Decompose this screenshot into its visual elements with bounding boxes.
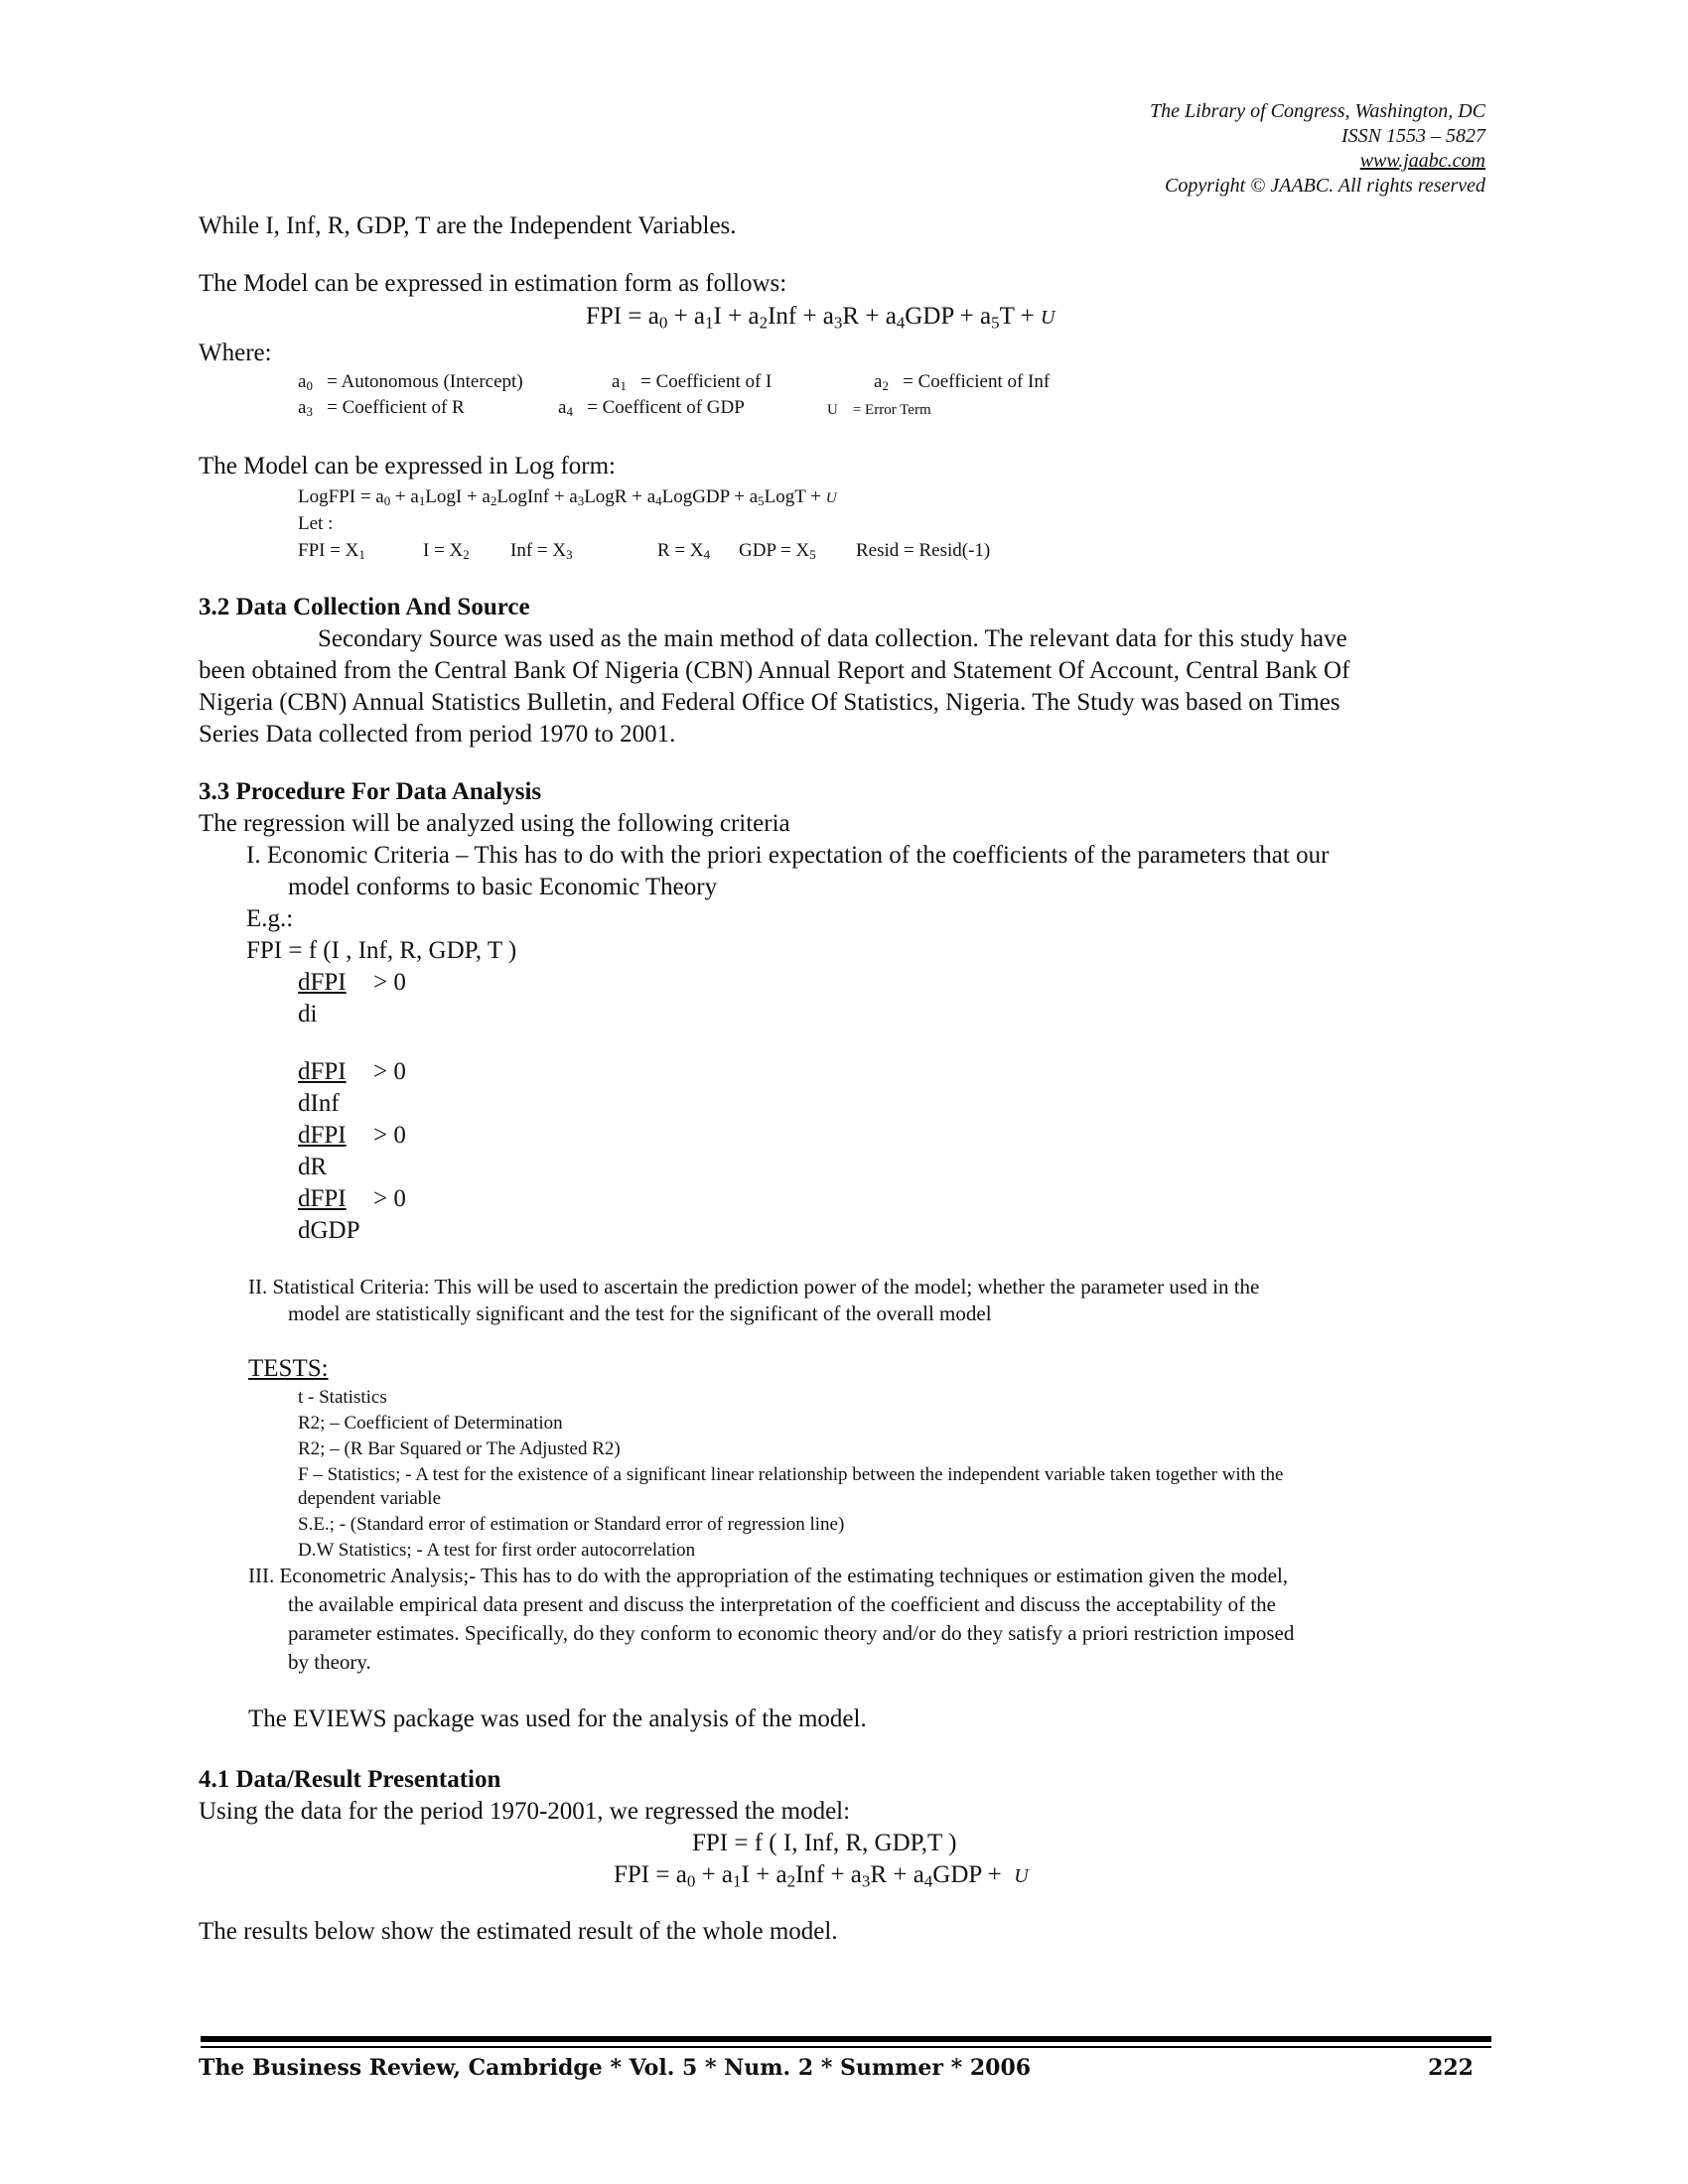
deriv-3-num: dFPI (298, 1122, 347, 1149)
test-item: D.W Statistics; - A test for first order autocorrelation (298, 1540, 696, 1561)
economic-criteria-line-1: I. Economic Criteria – This has to do with the priori expectation of the coefficients of the parameters that our (246, 842, 1330, 869)
economic-criteria-line-2: model conforms to basic Economic Theory (288, 874, 718, 900)
log-equation: LogFPI = $a_0$ + $a_1LogI$ + $a_2LogInf$ + $a_3LogR$ + $a_4LogGDP$ + $a_5LogT + U$ (298, 486, 837, 509)
estimation-equation: FPI = $a_0 + a_1I + a_2Inf + a_3R + a_4GDP + a_5T + U$ (586, 303, 1055, 333)
def-a3: $a_3$ = Coefficient of R (298, 397, 465, 420)
s41-intro: Using the data for the period 1970-2001, we regressed the model: (199, 1798, 851, 1825)
s41-function: FPI = f ( I, Inf, R, GDP,T ) (692, 1830, 957, 1856)
let-i: $I = X_2$ (423, 540, 470, 563)
deriv-1-rel: > 0 (373, 969, 406, 996)
deriv-3-den: dR (298, 1154, 328, 1180)
def-a4: $a_4$ = Coefficent of GDP (558, 397, 745, 420)
header-line-1: The Library of Congress, Washington, DC (1149, 100, 1485, 122)
deriv-2-num: dFPI (298, 1058, 347, 1085)
test-item: R2; – Coefficient of Determination (298, 1413, 563, 1433)
s32-line-2: been obtained from the Central Bank Of Nigeria (CBN) Annual Report and Statement Of Account, Central Bank Of (199, 657, 1350, 684)
test-item: t - Statistics (298, 1387, 387, 1408)
eg-label: E.g.: (246, 905, 294, 932)
s32-line-1: Secondary Source was used as the main method of data collection. The relevant data for this study have (318, 625, 1347, 652)
footer-rule-thin (201, 2046, 1491, 2048)
test-item: dependent variable (298, 1488, 442, 1509)
test-item: R2; – (R Bar Squared or The Adjusted R2) (298, 1438, 621, 1459)
statistical-criteria-line-1: II. Statistical Criteria: This will be used to ascertain the prediction power of the model; whether the parameter used in the (248, 1275, 1260, 1298)
deriv-3-rel: > 0 (373, 1122, 406, 1149)
s41-equation: FPI = $a_0 + a_1I + a_2Inf + a_3R + a_4GDP + U$ (614, 1861, 1029, 1891)
def-u: U = Error Term (827, 402, 931, 418)
log-form-intro: The Model can be expressed in Log form: (199, 453, 617, 479)
deriv-4-den: dGDP (298, 1217, 360, 1244)
tests-label: TESTS: (248, 1355, 329, 1382)
results-intro: The results below show the estimated result of the whole model. (199, 1918, 838, 1945)
def-a1: $a_1$ = Coefficient of I (612, 371, 773, 394)
header-issn: ISSN 1553 – 5827 (1341, 125, 1485, 147)
test-item: F – Statistics; - A test for the existence of a significant linear relationship between the independent variable taken together with the (298, 1464, 1284, 1485)
let-fpi: FPI = $X_1$ (298, 540, 365, 563)
econometric-line-2: the available empirical data present and discuss the interpretation of the coefficient and discuss the acceptability of the (288, 1592, 1276, 1616)
econometric-line-1: III. Econometric Analysis;- This has to do with the appropriation of the estimating techniques or estimation given the model, (248, 1564, 1289, 1587)
header-copyright: Copyright © JAABC. All rights reserved (1165, 175, 1485, 197)
def-a2: $a_2$ = Coefficient of Inf (874, 371, 1051, 394)
footer-journal: The Business Review, Cambridge * Vol. 5 * Num. 2 * Summer * 2006 (199, 2055, 1032, 2081)
s32-line-4: Series Data collected from period 1970 to 2001. (199, 721, 676, 748)
section-3-3-heading: 3.3 Procedure For Data Analysis (199, 778, 542, 805)
s32-line-3: Nigeria (CBN) Annual Statistics Bulletin, and Federal Office Of Statistics, Nigeria. The Study was based on Times (199, 689, 1340, 716)
deriv-4-num: dFPI (298, 1185, 347, 1212)
let-gdp: GDP = $X_5$ (739, 540, 816, 563)
deriv-1-den: di (298, 1001, 318, 1027)
econometric-line-3: parameter estimates. Specifically, do they conform to economic theory and/or do they satisfy a priori restriction imposed (288, 1621, 1295, 1645)
deriv-1-num: dFPI (298, 969, 347, 996)
header-website-link[interactable]: www.jaabc.com (1359, 150, 1485, 172)
deriv-2-rel: > 0 (373, 1058, 406, 1085)
let-r: $R = X_4$ (657, 540, 711, 563)
eviews-text: The EVIEWS package was used for the analysis of the model. (248, 1706, 867, 1732)
statistical-criteria-line-2: model are statistically significant and the test for the significant of the overall model (288, 1301, 992, 1325)
footer-rule-thick (201, 2036, 1491, 2042)
deriv-4-rel: > 0 (373, 1185, 406, 1212)
def-a0: $a_0$ = Autonomous (Intercept) (298, 371, 523, 394)
test-item: S.E.; - (Standard error of estimation or Standard error of regression line) (298, 1514, 845, 1535)
econometric-line-4: by theory. (288, 1650, 371, 1674)
s33-intro: The regression will be analyzed using the following criteria (199, 810, 790, 837)
independent-variables-text: While I, Inf, R, GDP, T are the Independent Variables. (199, 212, 737, 239)
footer-page-number: 222 (1428, 2055, 1474, 2081)
let-label: Let : (298, 513, 334, 534)
let-inf: Inf = $X_3$ (510, 540, 573, 563)
where-label: Where: (199, 340, 272, 366)
estimation-form-intro: The Model can be expressed in estimation form as follows: (199, 270, 787, 297)
section-3-2-heading: 3.2 Data Collection And Source (199, 594, 530, 620)
fpi-function: FPI = f (I , Inf, R, GDP, T ) (246, 937, 517, 964)
section-4-1-heading: 4.1 Data/Result Presentation (199, 1766, 501, 1793)
deriv-2-den: dInf (298, 1090, 340, 1117)
let-resid: Resid = Resid(-1) (856, 540, 991, 561)
